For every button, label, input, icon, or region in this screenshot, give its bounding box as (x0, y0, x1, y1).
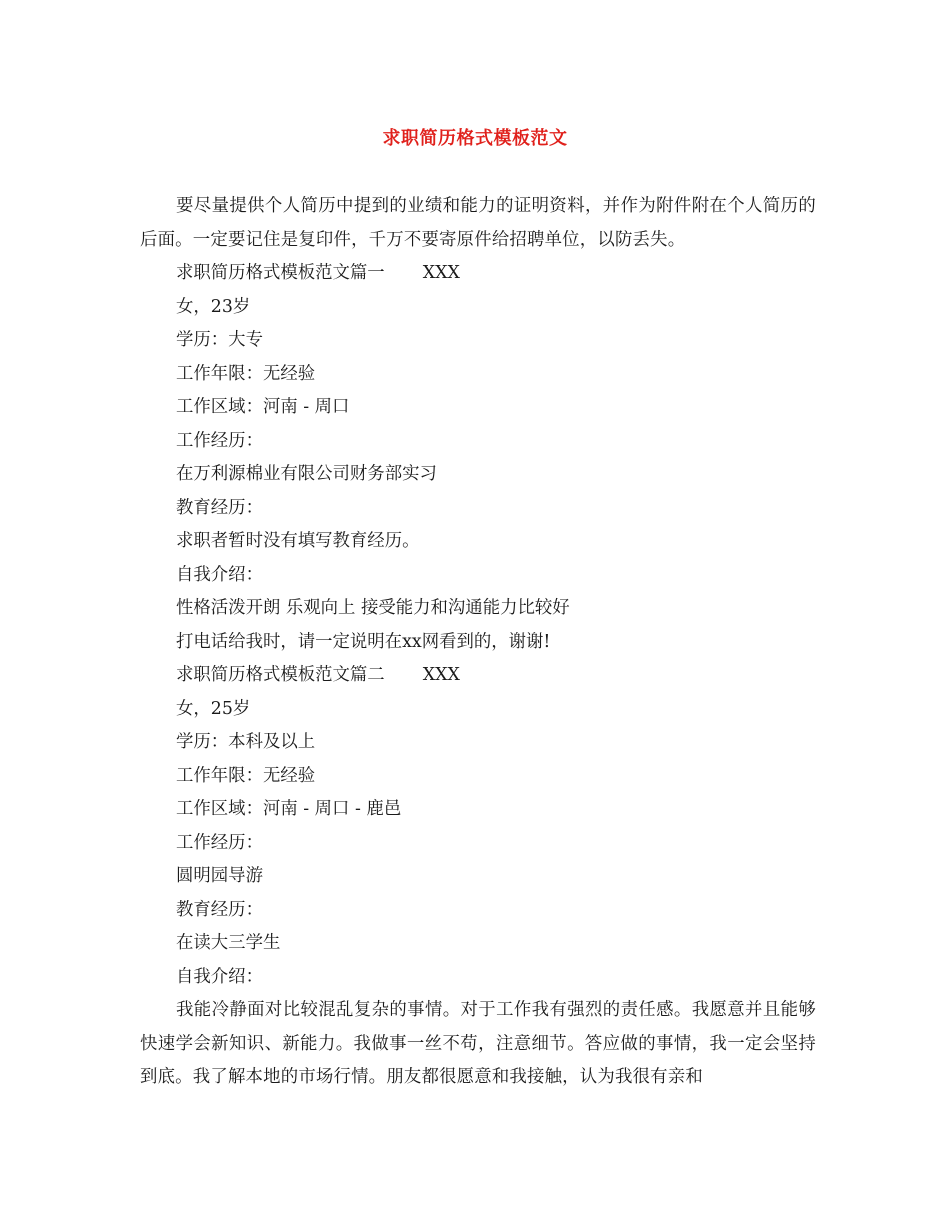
resume1-region: 工作区域：河南 - 周口 (176, 397, 350, 417)
resume1-intro-label: 自我介绍： (176, 564, 263, 585)
resume2-heading: 求职简历格式模板范文篇二 (176, 665, 385, 685)
document-body (140, 190, 816, 1095)
resume1-work-label: 工作经历： (176, 430, 263, 451)
intro-paragraph: 要尽量提供个人简历中提到的业绩和能力的证明资料，并作为附件附在个人简历的后面。一定要记住是复印件，千万不要寄原件给招聘单位，以防丢失。 (140, 196, 816, 250)
resume2-edu-label: 教育经历： (176, 899, 263, 920)
resume1-work: 在万利源棉业有限公司财务部实习 (176, 464, 437, 484)
resume1-contact-note: 打电话给我时，请一定说明在xx网看到的，谢谢! (176, 631, 551, 652)
resume1-gender-age: 女，23岁 (176, 296, 251, 317)
resume2-region: 工作区域：河南 - 周口 - 鹿邑 (176, 799, 402, 819)
resume2-intro-label: 自我介绍： (176, 966, 263, 987)
resume1-edu-label: 教育经历： (176, 497, 263, 518)
resume1-heading-line (140, 257, 816, 291)
resume2-work-label: 工作经历： (176, 832, 263, 853)
resume1-name: XXX (422, 263, 460, 283)
resume1-years: 工作年限：无经验 (176, 363, 316, 384)
resume1-education: 学历：大专 (176, 330, 263, 350)
resume2-edu: 在读大三学生 (176, 933, 281, 953)
resume2-years: 工作年限：无经验 (176, 765, 316, 786)
resume2-self-intro: 我能冷静面对比较混乱复杂的事情。对于工作我有强烈的责任感。我愿意并且能够快速学会新知识、新能力。我做事一丝不苟，注意细节。答应做的事情，我一定会坚持到底。我了解本地的市场行情。朋友都很愿意和我接触，认为我很有亲和 (140, 1000, 816, 1087)
resume2-heading-line (140, 659, 816, 693)
resume1-heading: 求职简历格式模板范文篇一 (176, 263, 385, 283)
resume2-education: 学历：本科及以上 (176, 732, 316, 752)
resume2-name: XXX (422, 665, 460, 685)
document-title: 求职简历格式模板范文 (382, 128, 568, 149)
resume1-self-intro: 性格活泼开朗 乐观向上 接受能力和沟通能力比较好 (176, 598, 570, 618)
resume1-edu: 求职者暂时没有填写教育经历。 (176, 531, 420, 551)
resume2-gender-age: 女，25岁 (176, 698, 251, 719)
resume2-work: 圆明园导游 (176, 866, 263, 886)
